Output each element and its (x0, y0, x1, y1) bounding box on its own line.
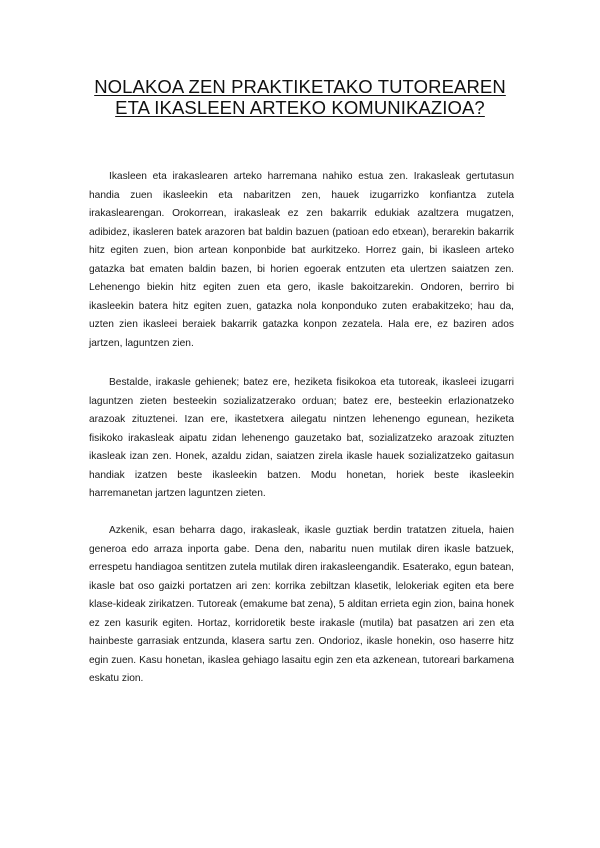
document-title: NOLAKOA ZEN PRAKTIKETAKO TUTOREAREN ETA IKASLEEN ARTEKO KOMUNIKAZIOA? (94, 76, 506, 118)
paragraph-3: Azkenik, esan beharra dago, irakasleak, ikasle guztiak berdin tratatzen zituela, haien generoa edo arraza inporta gabe. Dena den, nabaritu nuen mutilak diren ikasle batzuek, errespetu handiagoa sentitzen zutela mutilak diren irakasleengandik. Esaterako, egun batean, ikasle bat oso gaizki portatzen ari zen: korrika zebiltzan klasetik, lelokeriak egiten eta bere klase-kideak zirikatzen. Tutoreak (emakume bat zena), 5 alditan errieta egin zion, baina honek ez zen kasurik egiten. Hortaz, korridoretik beste irakasle (mutila) bat pasatzen ari zen eta hainbeste garrasiak entzunda, klasera sartu zen. Ondorioz, ikasle honekin, oso haserre hitz egin zuen. Kasu honetan, ikaslea gehiago lasaitu egin zen eta azkenean, tutoreari barkamena eskatu zion. (89, 525, 514, 685)
paragraph-1: Ikasleen eta irakaslearen arteko harremana nahiko estua zen. Irakasleak gertutasun handia zuen ikasleekin eta nabaritzen zen, hauek izugarrizko konfiantza zutela irakaslearengan. Orokorrean, irakasleak ez zen bakarrik edukiak azaltzera mugatzen, adibidez, ikasleren batek arazoren bat baldin bazuen (patioan edo etxean), berarekin bakarrik hitz egiten zuen, bion artean konponbide bat aurkitzeko. Horrez gain, bi ikasleen arteko gatazka bat ematen baldin bazen, bi horien egoerak entzuten eta ulertzen saiatzen zen. Lehenengo biekin hitz egiten zuen eta gero, ikasle bakoitzarekin. Ondoren, berriro bi ikasleekin batera hitz egiten zuen, gatazka nola konponduko zuten erabakitzeko; hau da, uzten zien ikasleei beraiek bakarrik gatazka konpon zezatela. Hala ere, ez baziren ados jartzen, laguntzen zien. (89, 171, 514, 349)
paragraph-2: Bestalde, irakasle gehienek; batez ere, heziketa fisikokoa eta tutoreak, ikasleei izugarri laguntzen zieten besteekin sozializatzerako orduan; batez ere, besteekin erlazionatzeko arazoak zituztenei. Izan ere, ikastetxera ailegatu nintzen lehenengo egunean, heziketa fisikoko irakasleak aipatu zidan lehenengo gauzetako bat, sozializatzeko arazoak zituzten ikasleak izan zen. Honek, azaldu zidan, saiatzen zirela ikasle hauek sozializatzeko gaitasun handiak izatzen beste ikasleekin batzen. Modu honetan, horiek beste ikasleekin harremanetan jartzen laguntzen zieten. (89, 377, 514, 500)
